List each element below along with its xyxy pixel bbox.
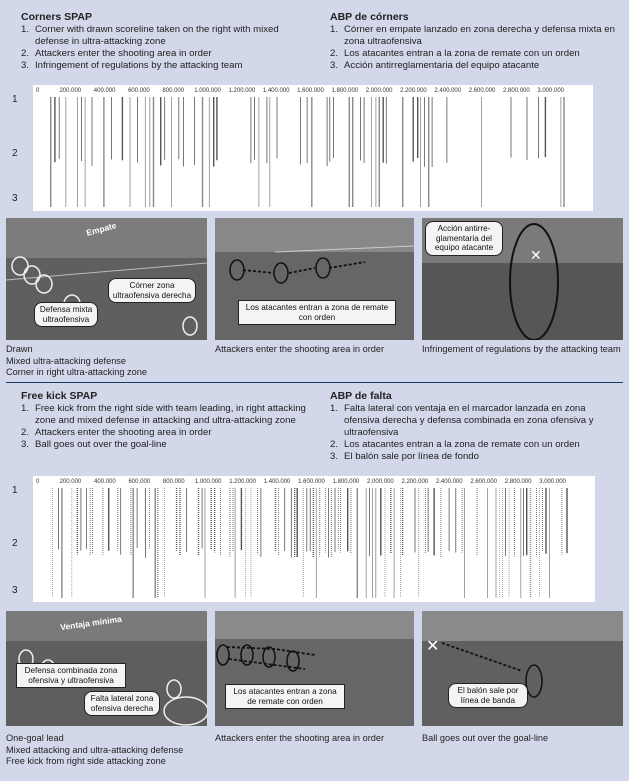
row-label-3: 3 bbox=[12, 585, 18, 596]
corners-spap-list bbox=[21, 24, 311, 72]
callout-infringement: Acción antirre-glamentaria del equipo atacante bbox=[425, 221, 503, 256]
overlay-label-empate: Empate bbox=[85, 220, 118, 238]
list-item: 3. Acción antirreglamentaria del equipo atacante bbox=[330, 60, 540, 71]
x-tick-label: 1.000.000 bbox=[194, 88, 221, 94]
x-tick-label: 3.000.000 bbox=[537, 88, 565, 94]
callout-mixed-defense: Defensa mixta ultraofensiva bbox=[34, 302, 98, 327]
list-item: 2. Attackers enter the shooting area in order bbox=[21, 48, 212, 59]
x-tick-label: 1.200.000 bbox=[229, 479, 256, 485]
list-item: 3. Ball goes out over the goal-line bbox=[21, 439, 167, 450]
x-tick-label: 200.000 bbox=[59, 479, 82, 485]
x-tick-label: 800.000 bbox=[162, 479, 185, 485]
callout-corner-zone: Córner zona ultraofensiva derecha bbox=[108, 278, 196, 303]
x-tick-label: 2.000.000 bbox=[367, 479, 394, 485]
corners-spap-title: Corners SPAP bbox=[21, 11, 92, 23]
free-kick-spap-list bbox=[21, 403, 313, 451]
section-divider bbox=[6, 382, 623, 383]
x-tick-label: 2.200.000 bbox=[400, 88, 427, 94]
callout-combined-defense: Defensa combinada zona ofensiva y ultraofensiva bbox=[16, 663, 126, 688]
x-tick-label: 1.000.000 bbox=[194, 479, 222, 485]
caption-photo-3: Infringement of regulations by the attacking team bbox=[422, 344, 621, 354]
abp-falta-list bbox=[330, 403, 622, 463]
callout-lateral-free-kick: Falta lateral zona ofensiva derecha bbox=[84, 691, 160, 716]
caption-photo-5: Attackers enter the shooting area in order bbox=[215, 733, 385, 743]
x-tick-label: 1.200.000 bbox=[228, 88, 256, 94]
list-item: 3. El balón sale por línea de fondo bbox=[330, 451, 479, 462]
list-item: 1. Falta lateral con ventaja en el marcador lanzada en zona ofensiva derecha y defensa combinada en zona ofensiva y ultraofensiva bbox=[330, 403, 594, 438]
x-tick-label: 2.800.000 bbox=[504, 479, 532, 485]
caption-photo-6: Ball goes out over the goal-line bbox=[422, 733, 549, 743]
x-tick-label: 1.800.000 bbox=[331, 88, 359, 94]
row-label-2: 2 bbox=[12, 538, 18, 549]
callout-attackers-enter: Los atacantes entran a zona de remate con orden bbox=[238, 300, 396, 325]
x-tick-label: 200.000 bbox=[59, 88, 82, 94]
abp-falta-title: ABP de falta bbox=[330, 390, 392, 402]
list-item: 2. Los atacantes entran a la zona de remate con un orden bbox=[330, 439, 580, 450]
row-label-2: 2 bbox=[12, 148, 18, 159]
list-item: 1. Córner en empate lanzado en zona derecha y defensa mixta en zona ultraofensiva bbox=[330, 24, 615, 47]
list-item: 2. Los atacantes entran a la zona de remate con un orden bbox=[330, 48, 580, 59]
x-tick-label: 600.000 bbox=[128, 479, 151, 485]
photo-corner-drawn bbox=[6, 218, 207, 340]
x-tick-label: 1.800.000 bbox=[332, 479, 360, 485]
x-tick-label: 1.400.000 bbox=[263, 479, 291, 485]
x-tick-label: 600.000 bbox=[128, 88, 150, 94]
x-tick-label: 2.000.000 bbox=[365, 88, 393, 94]
x-tick-label: 2.800.000 bbox=[503, 88, 530, 94]
x-tick-label: 400.000 bbox=[94, 479, 116, 485]
list-item: 2. Attackers enter the shooting area in order bbox=[21, 427, 212, 438]
barcode-chart-free-kick bbox=[33, 476, 595, 602]
x-tick-label: 2.400.000 bbox=[435, 479, 463, 485]
photo-infringement bbox=[422, 218, 623, 340]
x-tick-label: 2.600.000 bbox=[468, 88, 496, 94]
barcode-chart-corners bbox=[33, 85, 593, 211]
x-tick-label: 1.400.000 bbox=[262, 88, 290, 94]
overlay-label-ventaja: Ventaja mínima bbox=[59, 613, 123, 633]
caption-photo-1: Drawn Mixed ultra-attacking defense Corner in right ultra-attacking zone bbox=[6, 344, 147, 377]
row-label-3: 3 bbox=[12, 193, 18, 204]
callout-ball-out: El balón sale por línea de banda bbox=[448, 683, 528, 708]
x-tick-label: 2.400.000 bbox=[434, 88, 462, 94]
x-tick-label: 400.000 bbox=[93, 88, 116, 94]
photo-ball-out bbox=[422, 611, 623, 726]
x-tick-label: 0 bbox=[36, 88, 40, 94]
callout-attackers-enter-2: Los atacantes entran a zona de remate con orden bbox=[225, 684, 345, 709]
x-tick-label: 3.000.000 bbox=[539, 479, 566, 485]
caption-photo-2: Attackers enter the shooting area in order bbox=[215, 344, 385, 354]
photo-one-goal-lead bbox=[6, 611, 207, 726]
x-tick-label: 800.000 bbox=[162, 88, 185, 94]
list-item: 1. Corner with drawn scoreline taken on the right with mixed defense in ultra-attacking zone bbox=[21, 24, 279, 47]
svg-text:✕: ✕ bbox=[530, 247, 542, 263]
x-tick-label: 0 bbox=[36, 479, 40, 485]
row-label-1: 1 bbox=[12, 94, 18, 105]
free-kick-spap-title: Free kick SPAP bbox=[21, 390, 98, 402]
x-tick-label: 2.600.000 bbox=[470, 479, 498, 485]
x-tick-label: 2.200.000 bbox=[401, 479, 429, 485]
caption-photo-4: One-goal lead Mixed attacking and ultra-attacking defense Free kick from right side attacking zone bbox=[6, 733, 184, 766]
abp-corners-list bbox=[330, 24, 620, 72]
abp-corners-title: ABP de córners bbox=[330, 11, 409, 23]
list-item: 1. Free kick from the right side with team leading, in right attacking zone and mixed defense in attacking and ultra-attacking zone bbox=[21, 403, 306, 426]
x-tick-label: 1.600.000 bbox=[298, 479, 325, 485]
svg-text:✕: ✕ bbox=[426, 638, 440, 655]
photo-attackers-order bbox=[215, 218, 414, 340]
x-tick-label: 1.600.000 bbox=[297, 88, 324, 94]
row-label-1: 1 bbox=[12, 485, 18, 496]
photo-attackers-order-2 bbox=[215, 611, 414, 726]
list-item: 3. Infringement of regulations by the attacking team bbox=[21, 60, 243, 71]
